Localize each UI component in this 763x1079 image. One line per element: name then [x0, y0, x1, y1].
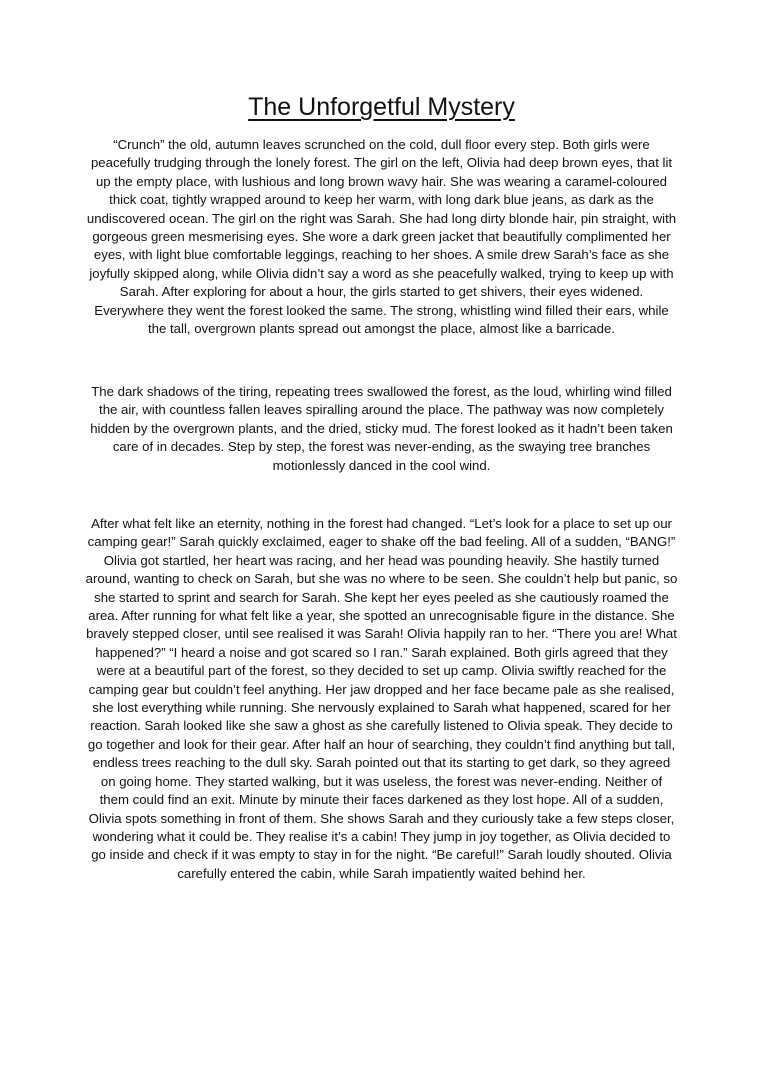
- paragraph-2: The dark shadows of the tiring, repeating trees swallowed the forest, as the loud, whirling wind filled the air, with countless fallen leaves spiralling around the place. The pathway was now completely hidden by the overgrown plants, and the dried, sticky mud. The forest looked as it hadn’t been taken care of in decades. Step by step, the forest was never-ending, as the swaying tree branches motionlessly danced in the cool wind.: [90, 384, 673, 473]
- document-title: The Unforgetful Mystery: [248, 93, 515, 121]
- paragraph-3: After what felt like an eternity, nothing in the forest had changed. “Let’s look for a place to set up our camping gear!” Sarah quickly exclaimed, eager to shake off the bad feeling. All of a sudden, “BANG!” Olivia got startled, her heart was racing, and her head was pounding heavily. She hastily turned around, wanting to check on Sarah, but she was no where to be seen. She couldn’t help but panic, so she started to sprint and search for Sarah. She kept her eyes peeled as she cautiously roamed the area. After running for what felt like a year, she spotted an unrecognisable figure in the distance. She bravely stepped closer, until see realised it was Sarah! Olivia happily ran to her. “There you are! What happened?” “I heard a noise and got scared so I ran.” Sarah explained. Both girls agreed that they were at a beautiful part of the forest, so they decided to set up camp. Olivia swiftly reached for the camping gear but couldn’t feel anything. Her jaw dropped and her face became pale as she realised, she lost everything while running. She nervously explained to Sarah what happened, scared for her reaction. Sarah looked like she saw a ghost as she carefully listened to Olivia speak. They decide to go together and look for their gear. After half an hour of searching, they couldn’t find anything but tall, endless trees reaching to the dull sky. Sarah pointed out that its starting to get dark, so they agreed on going home. They started walking, but it was useless, the forest was never-ending. Neither of them could find an exit. Minute by minute their faces darkened as they lost hope. All of a sudden, Olivia spots something in front of them. She shows Sarah and they curiously take a few steps closer, wondering what it could be. They realise it’s a cabin! They jump in joy together, as Olivia decided to go inside and check if it was empty to stay in for the night. “Be careful!” Sarah loudly shouted. Olivia carefully entered the cabin, while Sarah impatiently waited behind her.: [85, 516, 678, 881]
- paragraph-1: “Crunch” the old, autumn leaves scrunched on the cold, dull floor every step. Both girls were peacefully trudging through the lonely forest. The girl on the left, Olivia had deep brown eyes, that lit up the empty place, with lushious and long brown wavy hair. She was wearing a caramel-coloured thick coat, tightly wrapped around to keep her warm, with long dark blue jeans, as dark as the undiscovered ocean. The girl on the right was Sarah. She had long dirty blonde hair, pin straight, with gorgeous green mesmerising eyes. She wore a dark green jacket that beautifully complimented her eyes, with light blue comfortable leggings, reaching to her shoes. A smile drew Sarah’s face as she joyfully skipped along, while Olivia didn’t say a word as she peacefully walked, trying to keep up with Sarah. After exploring for about a hour, the girls started to get shivers, their eyes widened. Everywhere they went the forest looked the same. The strong, whistling wind filled their ears, while the tall, overgrown plants spread out amongst the place, almost like a barricade.: [86, 137, 677, 337]
